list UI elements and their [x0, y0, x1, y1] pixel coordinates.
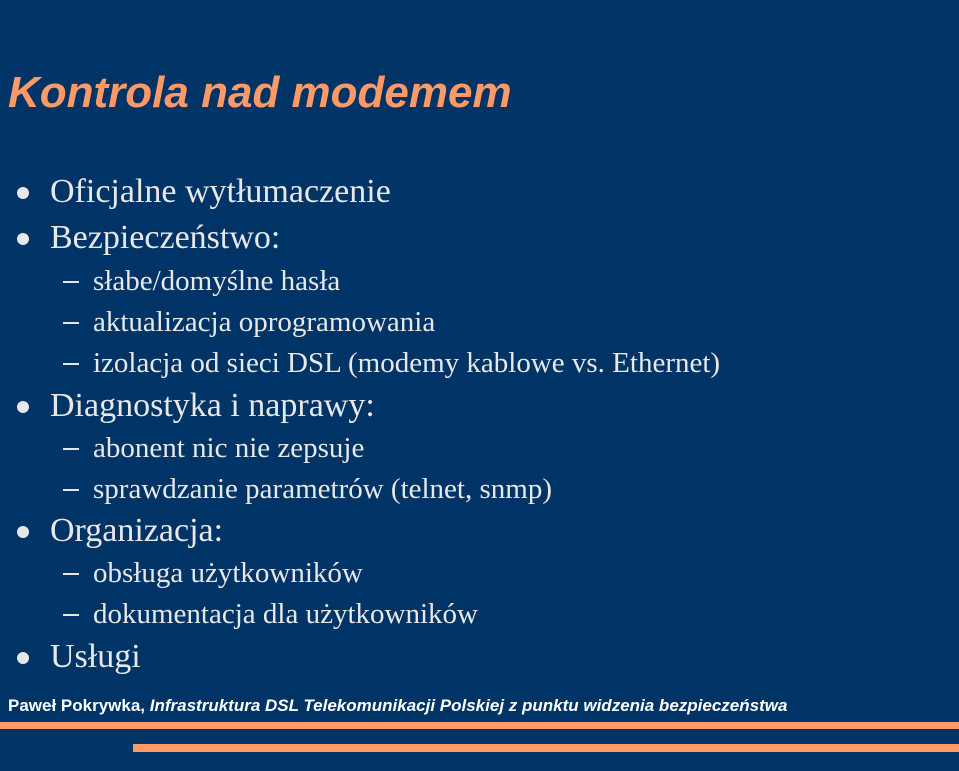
- sub-item-dsl-isolation: [93, 343, 720, 383]
- sub-item-text: izolacja od sieci DSL (modemy kablowe vs. Ethernet): [93, 347, 721, 379]
- bullet-item-services: [50, 635, 141, 679]
- bullet-text: Usługi: [50, 638, 141, 675]
- dash-icon: [63, 573, 79, 575]
- sub-item-text: słabe/domyślne hasła: [93, 265, 341, 297]
- dash-icon: [63, 614, 79, 616]
- dash-icon: [63, 363, 79, 365]
- sub-item-user-support: [93, 553, 363, 593]
- slide-title: Kontrola nad modemem: [8, 68, 512, 117]
- dash-icon: [63, 448, 79, 450]
- dash-icon: [63, 489, 79, 491]
- sub-item-text: aktualizacja oprogramowania: [93, 306, 436, 338]
- bullet-dot-icon: [17, 652, 29, 664]
- bullet-dot-icon: [17, 401, 29, 413]
- sub-item-weak-passwords: [93, 261, 340, 301]
- dash-icon: [63, 281, 79, 283]
- footer-divider-top: [0, 722, 959, 729]
- dash-icon: [63, 322, 79, 324]
- sub-item-parameter-check: [93, 469, 552, 509]
- bullet-dot-icon: [17, 187, 29, 199]
- bullet-text: Diagnostyka i naprawy:: [50, 387, 375, 424]
- footer-subtitle: Infrastruktura DSL Telekomunikacji Polskiej z punktu widzenia bezpieczeństwa: [149, 696, 788, 715]
- footer-caption: [8, 695, 787, 717]
- bullet-dot-icon: [17, 526, 29, 538]
- bullet-text: Bezpieczeństwo:: [50, 219, 281, 256]
- bullet-item-organization: [50, 509, 223, 553]
- footer-divider-bottom: [133, 744, 959, 752]
- footer-author: Paweł Pokrywka,: [8, 696, 150, 715]
- sub-item-software-updates: [93, 302, 435, 342]
- bullet-item-official-explanation: [50, 170, 391, 214]
- sub-item-subscriber: [93, 428, 364, 468]
- sub-item-user-documentation: [93, 594, 478, 634]
- bullet-dot-icon: [17, 233, 29, 245]
- bullet-item-diagnostics: [50, 384, 375, 428]
- sub-item-text: abonent nic nie zepsuje: [93, 432, 365, 464]
- bullet-text: Organizacja:: [50, 512, 224, 549]
- sub-item-text: sprawdzanie parametrów (telnet, snmp): [93, 473, 552, 505]
- sub-item-text: dokumentacja dla użytkowników: [93, 598, 478, 630]
- bullet-item-security: [50, 216, 280, 260]
- sub-item-text: obsługa użytkowników: [93, 557, 363, 589]
- bullet-text: Oficjalne wytłumaczenie: [50, 173, 391, 210]
